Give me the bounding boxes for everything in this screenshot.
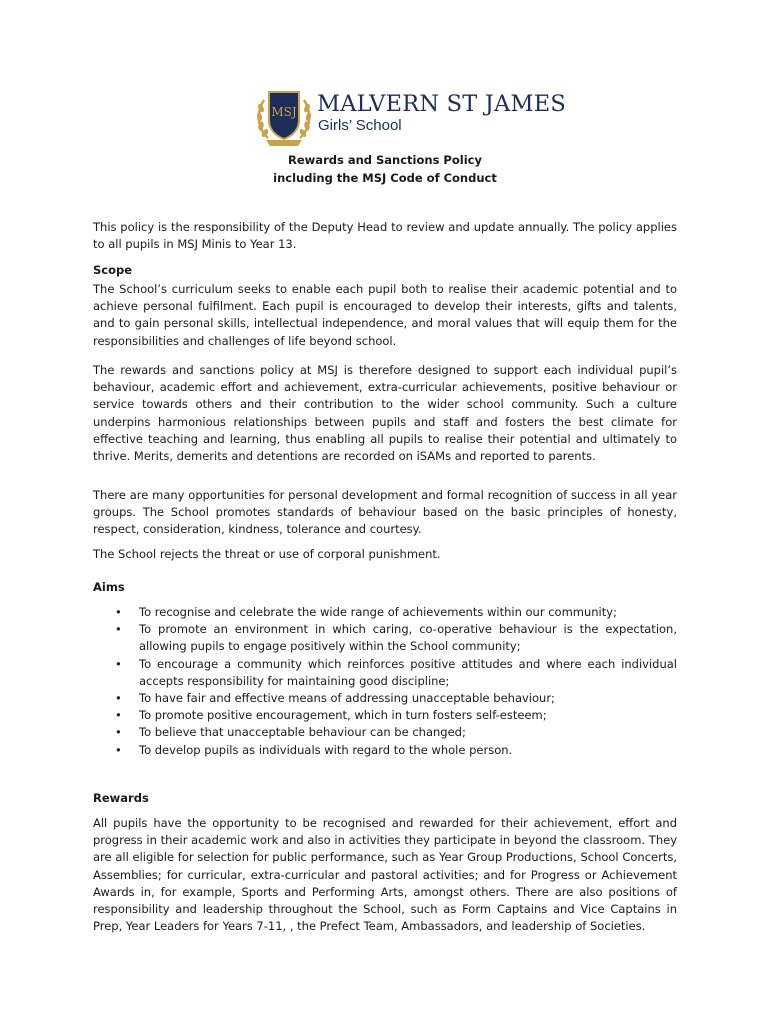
bullet-icon: •: [115, 622, 122, 637]
bullet-icon: •: [115, 691, 122, 706]
scope-paragraph-2: The rewards and sanctions policy at MSJ is therefore designed to support each individual pupil’s behaviour, academic effort and achievement, extra-curricular achievements, positive behaviour or service towards others and their contribution to the wider school community. Such a culture underpins harmonious relationships between pupils and staff and fosters the best climate for effective teaching and learning, thus enabling all pupils to realise their potential and ultimately to thrive. Merits, demerits and detentions are recorded on iSAMs and reported to parents.: [93, 363, 677, 464]
scope-paragraph-3: There are many opportunities for personal development and formal recognition of success in all year groups. The School promotes standards of behaviour based on the basic principles of honesty, respect, consideration, kindness, tolerance and courtesy.: [93, 488, 677, 537]
school-name: MALVERN ST JAMES: [317, 91, 566, 117]
rewards-heading: Rewards: [93, 791, 149, 805]
list-item: [93, 621, 677, 655]
school-logo: [252, 86, 566, 150]
list-item: [93, 707, 677, 724]
list-item: [93, 742, 677, 759]
rewards-paragraph: All pupils have the opportunity to be recognised and rewarded for their achievement, effort and progress in their academic work and also in activities they participate in beyond the classroom. They are all eligible for selection for public performance, such as Year Group Productions, School Concerts, Assemblies; for curricular, extra-curricular and pastoral activities; and for Progress or Achievement Awards in, for example, Sports and Performing Arts, amongst others. There are also positions of responsibility and leadership throughout the School, such as Form Captains and Vice Captains in Prep, Year Leaders for Years 7-11, , the Prefect Team, Ambassadors, and leadership of Societies.: [93, 816, 677, 934]
bullet-icon: •: [115, 708, 122, 723]
bullet-icon: •: [115, 742, 122, 757]
list-item-text: To recognise and celebrate the wide range of achievements within our community;: [139, 605, 617, 619]
list-item: [93, 690, 677, 707]
aims-list: [93, 604, 677, 759]
school-crest-icon: [252, 86, 316, 150]
list-item: [93, 724, 677, 741]
list-item-text: To believe that unacceptable behaviour can be changed;: [139, 725, 466, 740]
document-title: Rewards and Sanctions Policy: [288, 153, 482, 167]
scope-paragraph-1: The School’s curriculum seeks to enable each pupil both to realise their academic potential and to achieve personal fulfilment. Each pupil is encouraged to develop their interests, gifts and talents, and to gain personal skills, intellectual independence, and moral values that will equip them for the responsibilities and challenges of life beyond school.: [93, 282, 677, 348]
school-subtitle: Girls’ School: [318, 117, 402, 134]
list-item: [93, 604, 677, 621]
scope-heading: Scope: [93, 263, 133, 277]
aims-heading: Aims: [93, 580, 125, 594]
bullet-icon: •: [115, 656, 122, 671]
scope-paragraph-4: The School rejects the threat or use of corporal punishment.: [93, 547, 441, 561]
bullet-icon: •: [115, 725, 122, 740]
list-item: [93, 656, 677, 690]
list-item-text: To promote an environment in which caring, co-operative behaviour is the expectation, allowing pupils to engage positively within the School community;: [139, 622, 677, 654]
list-item-text: To have fair and effective means of addressing unacceptable behaviour;: [139, 691, 555, 706]
intro-paragraph: This policy is the responsibility of the Deputy Head to review and update annually. The policy applies to all pupils in MSJ Minis to Year 13.: [93, 220, 677, 252]
document-subtitle: including the MSJ Code of Conduct: [273, 171, 497, 185]
list-item-text: To promote positive encouragement, which in turn fosters self-esteem;: [139, 708, 547, 723]
list-item-text: To encourage a community which reinforces positive attitudes and where each individual accepts responsibility for maintaining good discipline;: [139, 656, 677, 688]
bullet-icon: •: [115, 605, 122, 619]
crest-monogram: MSJ: [271, 105, 297, 119]
list-item-text: To develop pupils as individuals with regard to the whole person.: [139, 742, 513, 757]
